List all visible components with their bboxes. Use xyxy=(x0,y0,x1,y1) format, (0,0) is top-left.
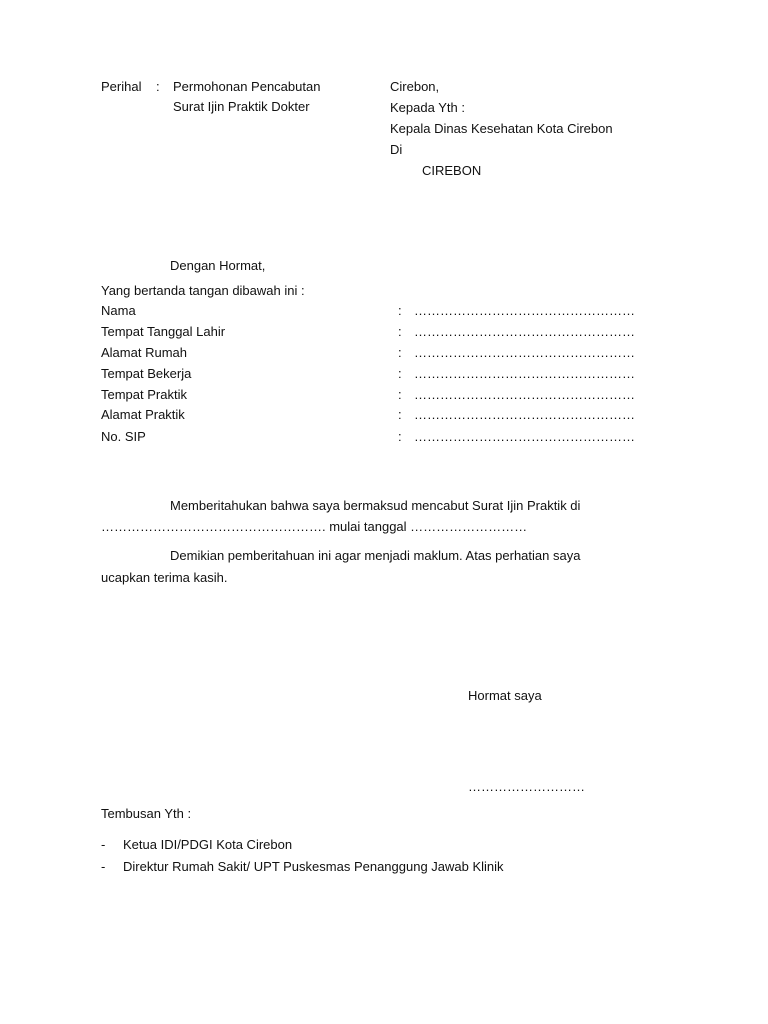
field-colon: : xyxy=(398,366,402,381)
recipient-line-1: Kepada Yth : xyxy=(390,100,465,115)
perihal-subject-line-1: Permohonan Pencabutan xyxy=(173,79,321,94)
paragraph-2-line-1: Demikian pemberitahuan ini agar menjadi maklum. Atas perhatian saya xyxy=(170,548,581,563)
paragraph-1-line-2: ……………………………………………. mulai tanggal ……………………… xyxy=(101,519,528,534)
cc-item-direktur-rumah-sakit: Direktur Rumah Sakit/ UPT Puskesmas Penanggung Jawab Klinik xyxy=(123,859,504,874)
field-colon: : xyxy=(398,303,402,318)
recipient-line-4: CIREBON xyxy=(422,163,482,178)
field-value-tempat-praktik: …………………………………………… xyxy=(414,387,635,402)
field-value-tempat-tanggal-lahir: …………………………………………… xyxy=(414,324,635,339)
recipient-line-2: Kepala Dinas Kesehatan Kota Cirebon xyxy=(390,121,613,136)
paragraph-2-line-2: ucapkan terima kasih. xyxy=(101,570,228,585)
field-colon: : xyxy=(398,324,402,339)
field-label-tempat-bekerja: Tempat Bekerja xyxy=(101,366,192,381)
field-value-alamat-praktik: …………………………………………… xyxy=(414,407,635,422)
field-colon: : xyxy=(398,387,402,402)
greeting: Dengan Hormat, xyxy=(170,258,266,273)
cc-heading: Tembusan Yth : xyxy=(101,806,192,821)
closing-salutation: Hormat saya xyxy=(468,688,542,703)
field-label-no-sip: No. SIP xyxy=(101,429,146,444)
field-value-no-sip: …………………………………………… xyxy=(414,429,635,444)
recipient-line-3: Di xyxy=(390,142,403,157)
field-value-alamat-rumah: …………………………………………… xyxy=(414,345,635,360)
field-label-alamat-rumah: Alamat Rumah xyxy=(101,345,187,360)
field-colon: : xyxy=(398,407,402,422)
cc-bullet: - xyxy=(101,859,106,874)
perihal-subject-line-2: Surat Ijin Praktik Dokter xyxy=(173,99,310,114)
field-value-nama: …………………………………………… xyxy=(414,303,635,318)
field-label-tempat-praktik: Tempat Praktik xyxy=(101,387,187,402)
intro-line: Yang bertanda tangan dibawah ini : xyxy=(101,283,305,298)
perihal-label: Perihal xyxy=(101,79,142,94)
field-colon: : xyxy=(398,345,402,360)
letter-place: Cirebon, xyxy=(390,79,440,94)
perihal-colon: : xyxy=(156,79,160,94)
cc-bullet: - xyxy=(101,837,106,852)
field-label-alamat-praktik: Alamat Praktik xyxy=(101,407,185,422)
cc-item-ketua-idi: Ketua IDI/PDGI Kota Cirebon xyxy=(123,837,293,852)
paragraph-1-line-1: Memberitahukan bahwa saya bermaksud mencabut Surat Ijin Praktik di xyxy=(170,498,581,513)
field-value-tempat-bekerja: …………………………………………… xyxy=(414,366,635,381)
field-colon: : xyxy=(398,429,402,444)
field-label-nama: Nama xyxy=(101,303,136,318)
field-label-tempat-tanggal-lahir: Tempat Tanggal Lahir xyxy=(101,324,226,339)
signature-name-placeholder: ……………………… xyxy=(468,779,585,794)
